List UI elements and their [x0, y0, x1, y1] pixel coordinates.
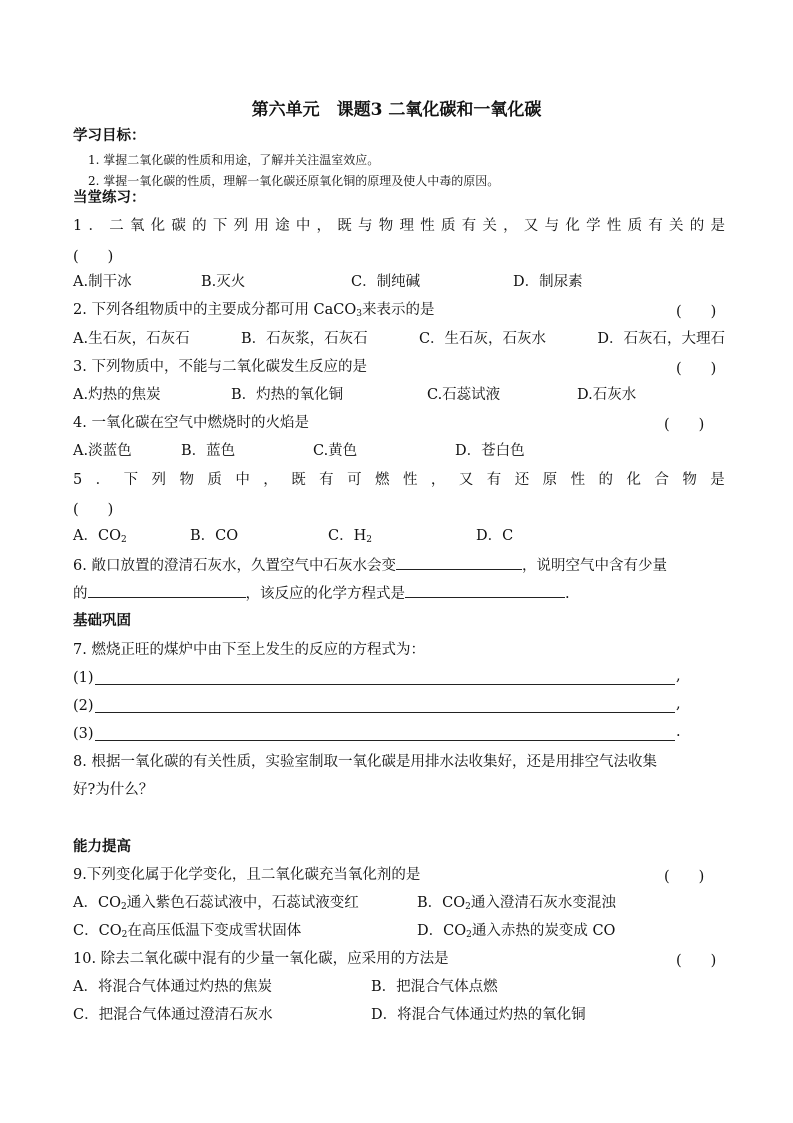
option-d: D．苍白色	[455, 443, 525, 459]
stem-char: 燃	[375, 472, 390, 488]
answer-paren: ( )	[676, 361, 717, 377]
question-3-options	[73, 385, 725, 405]
question-6-line-1: 6. 敞口放置的澄清石灰水，久置空气中石灰水会变 ，说明空气中含有少量	[73, 554, 725, 576]
question-6-line-2: 的 ，该反应的化学方程式是 .	[73, 582, 725, 604]
option-c: C.石蕊试液	[427, 387, 501, 403]
stem-char: 有	[319, 472, 334, 488]
stem-char: 性	[420, 218, 435, 234]
stem-char: 下	[212, 218, 228, 234]
option-d: D．将混合气体通过灼热的氧化铜	[371, 1007, 586, 1023]
stem-char: 是	[710, 472, 725, 488]
stem-char: 与	[358, 218, 373, 234]
answer-paren: ( )	[73, 249, 114, 265]
stem-char: 列	[233, 218, 249, 234]
question-5-options	[73, 526, 725, 550]
answer-paren: ( )	[676, 304, 717, 320]
option-c: C．$CO_2$在高压低温下变成雪状固体	[73, 923, 302, 940]
stem-char: 物	[682, 472, 697, 488]
option-d: D．石灰石，大理石	[597, 331, 725, 347]
stem-char: 有	[486, 472, 502, 488]
answer-line[interactable]	[95, 740, 675, 741]
line-end: .	[676, 724, 681, 740]
stem-char: 化	[565, 218, 580, 234]
option-a: A.生石灰，石灰石	[73, 331, 190, 347]
question-9-options-ab	[73, 893, 725, 917]
question-10-options-cd	[73, 1005, 725, 1025]
option-c: C.黄色	[313, 443, 358, 459]
line-end: ,	[676, 668, 681, 684]
option-b: B．$CO_2$通入澄清石灰水变混浊	[417, 895, 616, 912]
stem-char: ，	[263, 472, 278, 488]
option-c: C．制纯碱	[351, 274, 421, 290]
stem-char: 可	[347, 472, 362, 488]
stem-char: ，	[316, 218, 332, 234]
option-b: B．蓝色	[181, 443, 236, 459]
stem-char: 关	[669, 218, 684, 234]
section-heading-practice: 当堂练习：	[73, 189, 146, 206]
option-d: D．$CO_2$通入赤热的炭变成 CO	[417, 923, 616, 940]
section-heading-objectives: 学习目标：	[73, 127, 146, 144]
stem-char: 列	[151, 472, 167, 488]
stem-char: 合	[654, 472, 669, 488]
line-end: ,	[676, 696, 681, 712]
question-4-stem: 4. 一氧化碳在空气中燃烧时的火焰是	[73, 415, 309, 431]
stem-char: 5	[73, 472, 83, 488]
answer-blank[interactable]	[405, 582, 565, 598]
option-c: C．把混合气体通过澄清石灰水	[73, 1007, 273, 1023]
question-2-options	[73, 329, 725, 349]
option-a: A．$CO_2$	[73, 528, 127, 545]
stem-char: 又	[458, 472, 474, 488]
option-b: B．把混合气体点燃	[371, 979, 498, 995]
stem-char: 质	[207, 472, 222, 488]
answer-paren: ( )	[664, 417, 705, 433]
question-5-stem	[73, 470, 725, 490]
stem-char: 物	[378, 218, 394, 234]
stem-char: 原	[542, 472, 558, 488]
section-heading-basics: 基础巩固	[73, 612, 131, 629]
stem-char: 化	[150, 218, 166, 234]
stem-char: 1	[73, 218, 83, 234]
stem-char: 的	[598, 472, 614, 488]
option-b: B．石灰浆，石灰石	[240, 331, 368, 347]
option-d: D．制尿素	[513, 274, 583, 290]
stem-char: ，	[503, 218, 518, 234]
answer-line[interactable]	[95, 712, 675, 713]
stem-char: 的	[192, 218, 207, 234]
question-7-line-3: (3)	[73, 726, 94, 742]
stem-char: 碳	[171, 218, 186, 234]
stem-char: 中	[295, 218, 311, 234]
stem-char: 的	[689, 218, 705, 234]
option-c: C．生石灰，石灰水	[418, 331, 547, 347]
stem-char: 性	[570, 472, 586, 488]
stem-char: 化	[626, 472, 641, 488]
stem-char: ．	[88, 218, 103, 234]
question-1-stem	[73, 216, 725, 236]
option-d: D．C	[476, 528, 514, 544]
stem-char: 氧	[129, 218, 145, 234]
question-9-stem: 9.下列变化属于化学变化，且二氧化碳充当氧化剂的是	[73, 867, 421, 883]
stem-char: ，	[430, 472, 446, 488]
option-a: A.灼热的焦炭	[73, 387, 161, 403]
stem-char: 学	[586, 218, 601, 234]
answer-line[interactable]	[95, 684, 675, 685]
stem-char: 性	[402, 472, 418, 488]
answer-blank[interactable]	[396, 554, 522, 570]
stem-char: 既	[291, 472, 306, 488]
option-a: A.淡蓝色	[73, 443, 132, 459]
question-7-line-1: (1)	[73, 670, 94, 686]
stem-char: 质	[627, 218, 643, 234]
question-10-options-ab	[73, 977, 725, 997]
stem-char: ．	[95, 472, 111, 488]
stem-char: 还	[514, 472, 530, 488]
objective-2: 2. 掌握一氧化碳的性质，理解一氧化碳还原氧化铜的原理及使人中毒的原因。	[88, 174, 500, 188]
question-8-line-2: 好?为什么？	[73, 782, 154, 798]
question-4-options	[73, 441, 725, 461]
question-1-options	[73, 272, 725, 292]
option-a: A.制干冰	[73, 274, 132, 290]
stem-char: 二	[109, 218, 124, 234]
section-heading-advanced: 能力提高	[73, 838, 131, 855]
stem-char: 中	[235, 472, 250, 488]
option-b: B.灭火	[201, 274, 246, 290]
answer-paren: ( )	[73, 502, 114, 518]
question-7-stem: 7. 燃烧正旺的煤炉中由下至上发生的反应的方程式为：	[73, 642, 425, 658]
stem-char: 与	[544, 218, 560, 234]
answer-paren: ( )	[676, 953, 717, 969]
stem-char: 有	[648, 218, 663, 234]
answer-blank[interactable]	[88, 582, 246, 598]
stem-char: 关	[482, 218, 497, 234]
stem-char: 又	[523, 218, 539, 234]
answer-paren: ( )	[664, 869, 705, 885]
page-title: 第六单元 课题3 二氧化碳和一氧化碳	[251, 100, 542, 120]
question-8-line-1: 8. 根据一氧化碳的有关性质，实验室制取一氧化碳是用排水法收集好，还是用排空气法收集	[73, 754, 657, 770]
stem-char: 既	[337, 218, 352, 234]
option-a: A．将混合气体通过灼热的焦炭	[73, 979, 272, 995]
option-b: B．灼热的氧化铜	[231, 387, 344, 403]
question-9-options-cd	[73, 921, 725, 945]
stem-char: 有	[461, 218, 477, 234]
question-3-stem: 3. 下列物质中，不能与二氧化碳发生反应的是	[73, 359, 367, 375]
stem-char: 理	[399, 218, 414, 234]
stem-char: 用	[254, 218, 269, 234]
question-10-stem: 10. 除去二氧化碳中混有的少量一氧化碳，应采用的方法是	[73, 951, 449, 967]
stem-char: 物	[179, 472, 194, 488]
option-c: C．$H_2$	[328, 528, 372, 545]
option-d: D.石灰水	[577, 387, 637, 403]
stem-char: 是	[710, 218, 725, 234]
option-b: B．CO	[190, 528, 239, 544]
stem-char: 性	[606, 218, 622, 234]
question-2-stem: 2. 下列各组物质中的主要成分都可用 CaCO$_3$来表示的是	[73, 302, 435, 319]
stem-char: 下	[123, 472, 139, 488]
stem-char: 途	[275, 218, 290, 234]
option-a: A．$CO_2$通入紫色石蕊试液中，石蕊试液变红	[73, 895, 359, 912]
question-7-line-2: (2)	[73, 698, 94, 714]
stem-char: 质	[440, 218, 456, 234]
objective-1: 1. 掌握二氧化碳的性质和用途，了解并关注温室效应。	[88, 153, 380, 167]
